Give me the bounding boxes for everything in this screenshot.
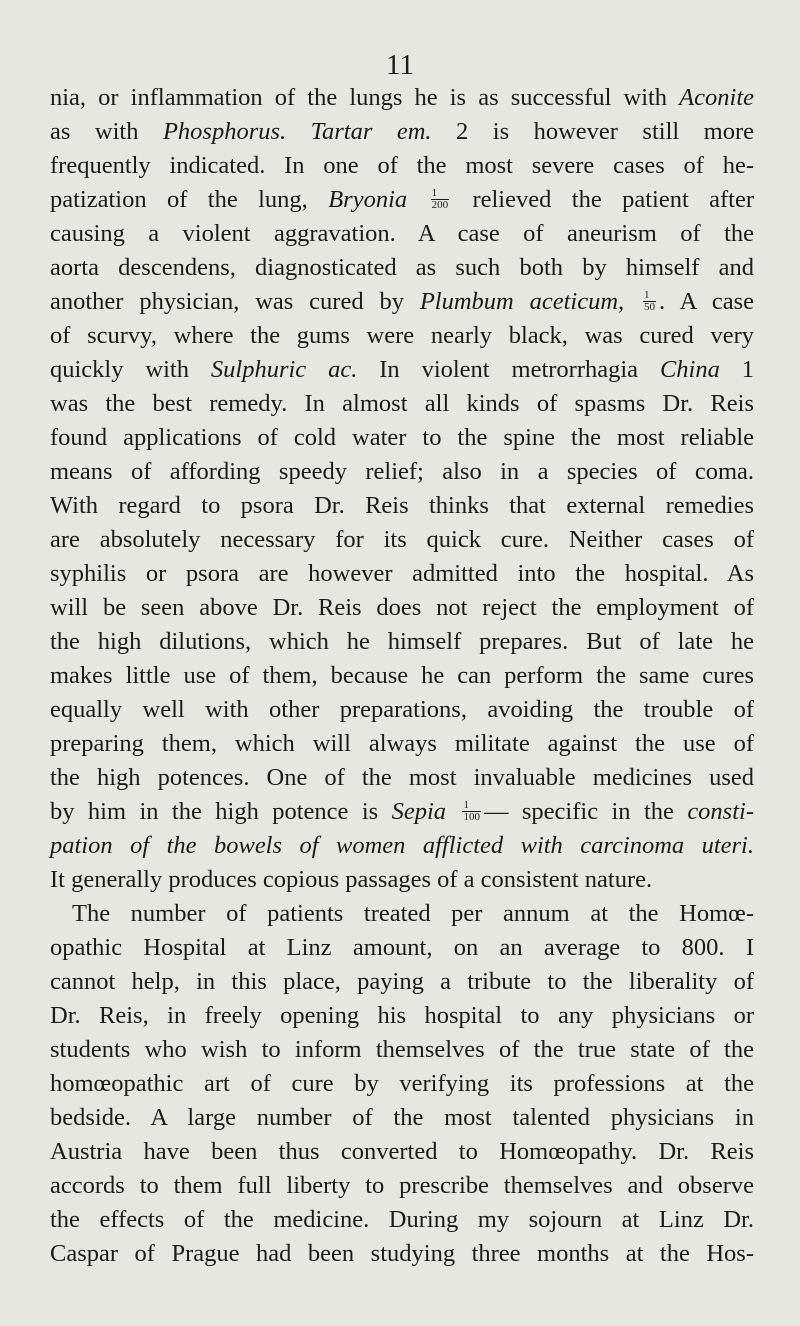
text-line: With regard to psora Dr. Reis thinks that external remedies: [50, 492, 754, 519]
text-line: preparing them, which will always militate against the use of: [50, 730, 754, 757]
text-line: Caspar of Prague had been studying three months at the Hos-: [50, 1240, 754, 1267]
text-line: syphilis or psora are however admitted into the hospital. As: [50, 560, 754, 587]
text-line: are absolutely necessary for its quick cure. Neither cases of: [50, 526, 754, 553]
text-line: the high potences. One of the most invaluable medicines used: [50, 764, 754, 791]
page-number: 11: [386, 49, 414, 81]
dose-fraction: $\frac{1}{200}$: [431, 186, 449, 211]
text-line: homœopathic art of cure by verifying its professions at the: [50, 1070, 754, 1097]
text-line: opathic Hospital at Linz amount, on an average to 800. I: [50, 934, 754, 961]
text-line: found applications of cold water to the spine the most reliable: [50, 424, 754, 451]
text-line: Austria have been thus converted to Homœopathy. Dr. Reis: [50, 1138, 754, 1165]
text-line: bedside. A large number of the most talented physicians in: [50, 1104, 754, 1131]
paragraph-end-line: It generally produces copious passages of a consistent nature.: [50, 866, 653, 893]
text-line: quickly with Sulphuric ac. In violent metrorrhagia China 1: [50, 356, 755, 383]
text-line: accords to them full liberty to prescribe themselves and observe: [50, 1172, 754, 1199]
text-line: makes little use of them, because he can perform the same cures: [50, 662, 754, 689]
text-line: of scurvy, where the gums were nearly black, was cured very: [50, 322, 754, 349]
text-line: aorta descendens, diagnosticated as such both by himself and: [50, 254, 754, 281]
text-line: frequently indicated. In one of the most severe cases of he-: [50, 152, 754, 179]
text-line: by him in the high potence is Sepia $\frac{1}{100}$ — specific in the consti-: [50, 798, 754, 825]
paragraph-start-line: The number of patients treated per annum at the Homœ-: [72, 900, 754, 927]
text-line: as with Phosphorus. Tartar em. 2 is however still more: [50, 118, 755, 145]
text-line: was the best remedy. In almost all kinds of spasms Dr. Reis: [50, 390, 754, 417]
text-line: equally well with other preparations, avoiding the trouble of: [50, 696, 754, 723]
text-line: another physician, was cured by Plumbum aceticum, $\frac{1}{50}$ . A case: [50, 288, 755, 315]
dose-fraction: $\frac{1}{100}$: [463, 798, 480, 823]
text-line: means of affording speedy relief; also in a species of coma.: [50, 458, 754, 485]
text-line: causing a violent aggravation. A case of aneurism of the: [50, 220, 754, 247]
text-line: the effects of the medicine. During my sojourn at Linz Dr.: [50, 1206, 754, 1233]
text-line: patization of the lung, Bryonia $\frac{1}{200}$ relieved the patient after: [50, 186, 755, 213]
text-line: Dr. Reis, in freely opening his hospital to any physicians or: [50, 1002, 754, 1029]
text-line: the high dilutions, which he himself prepares. But of late he: [50, 628, 754, 655]
text-line: nia, or inflammation of the lungs he is as successful with Aconite: [50, 84, 754, 111]
dose-fraction: $\frac{1}{50}$: [644, 288, 656, 313]
text-line: pation of the bowels of women afflicted with carcinoma uteri.: [50, 832, 754, 859]
text-line: will be seen above Dr. Reis does not reject the employment of: [50, 594, 754, 621]
text-line: students who wish to inform themselves of the true state of the: [50, 1036, 754, 1063]
text-line: cannot help, in this place, paying a tribute to the liberality of: [50, 968, 754, 995]
